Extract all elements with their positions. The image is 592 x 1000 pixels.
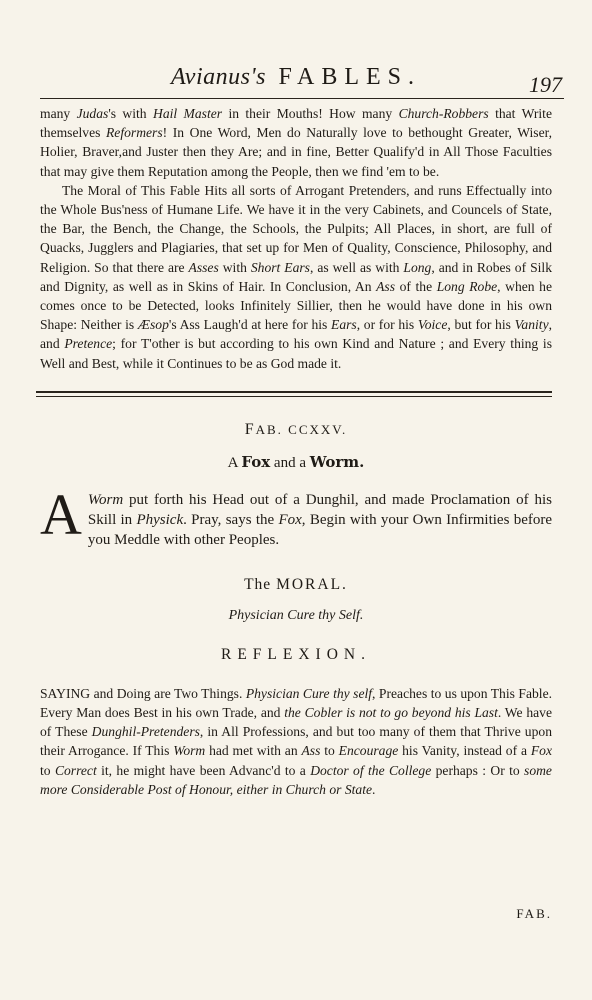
fable-text-body bbox=[88, 492, 552, 548]
fable-title-fox: Fox bbox=[241, 452, 271, 471]
italic-run: Fox bbox=[278, 511, 302, 528]
text-run: his Vanity, instead of a bbox=[398, 743, 531, 759]
text-run: , Preaches to us upon This Fable. Every Man does Best in his own Trade, and bbox=[40, 685, 553, 721]
fable-text bbox=[40, 481, 553, 550]
fable-title-a1: A bbox=[227, 454, 242, 471]
page-header bbox=[0, 64, 592, 104]
italic-run: Voice bbox=[417, 317, 448, 333]
text-run: it, he might have been Advanc'd to a bbox=[96, 762, 311, 778]
text-run: 's Ass Laugh'd at here for his bbox=[168, 317, 332, 333]
italic-run: Physick bbox=[136, 511, 184, 528]
italic-run: Judas bbox=[76, 106, 109, 121]
moral-heading-word: MORAL. bbox=[276, 575, 348, 593]
section-divider bbox=[36, 391, 552, 397]
running-head-title: FABLES. bbox=[278, 64, 422, 90]
text-run: , Begin with your Own Infirmities before you Meddle with other Peoples. bbox=[87, 511, 553, 548]
italic-run: Fox bbox=[530, 743, 552, 759]
text-run: , in All Professions, and but too many of them that Thrive upon their Arrogance. If This bbox=[40, 724, 552, 759]
moral-heading bbox=[40, 576, 552, 594]
fable-title-and: and a bbox=[270, 454, 310, 471]
text-run: . Pray, says the bbox=[183, 511, 279, 528]
text-run: The Moral of This Fable Hits all sorts of Arrogant Pretenders, and runs Effectually into the Whole Bus'ness of Humane Life. We have it in the very Cabinets, and Councels of State, the Bar, the Bench, the Change, the Schools, the Pulpits; All Places, in short, are full of Quacks, Jugglers and Plagiaries, that set up for Men of Quality, Conscience, Philosophy, and Religion. So that there are bbox=[40, 182, 552, 275]
prev-reflexion-paragraph-2 bbox=[40, 181, 552, 373]
italic-run: Church-Robbers bbox=[398, 106, 489, 121]
reflexion-text bbox=[40, 684, 552, 799]
text-run: many bbox=[40, 106, 77, 121]
italic-run: Worm bbox=[87, 491, 124, 508]
moral-text: Physician Cure thy Self. bbox=[228, 607, 364, 623]
italic-run: Long Robe bbox=[436, 278, 498, 294]
running-head-author: Avianus's bbox=[170, 64, 266, 90]
text-run: , and bbox=[40, 317, 553, 352]
italic-run: Vanity bbox=[514, 317, 549, 333]
italic-run: Ass bbox=[301, 743, 321, 759]
page-content bbox=[40, 104, 552, 799]
italic-run: Long bbox=[403, 259, 432, 275]
text-run: perhaps : Or to bbox=[431, 762, 525, 778]
text-run: of the bbox=[395, 278, 437, 294]
drop-cap: A bbox=[40, 481, 82, 547]
text-run: , as well as with bbox=[309, 259, 404, 275]
page-number: 197 bbox=[529, 72, 562, 97]
text-run: 's with bbox=[108, 106, 153, 121]
text-run: to bbox=[40, 762, 55, 778]
moral-heading-the: The bbox=[244, 575, 277, 593]
italic-run: Correct bbox=[54, 762, 97, 778]
italic-run: Æsop bbox=[137, 317, 169, 333]
catchword: FAB. bbox=[516, 906, 552, 921]
reflexion-heading: REFLEXION. bbox=[221, 645, 371, 663]
text-run: ; for T'other is but according to his own Kind and Nature ; and Every thing is Well and Best, while it Continues to be as God made it. bbox=[40, 336, 552, 371]
italic-run: Reformers bbox=[106, 125, 163, 141]
italic-run: Ass bbox=[376, 278, 396, 294]
fable-number-rest: AB. CCXXV. bbox=[255, 421, 348, 437]
italic-run: Worm bbox=[173, 743, 206, 759]
fable-title-worm: Worm. bbox=[309, 452, 365, 471]
italic-run: Short Ears bbox=[250, 259, 310, 275]
prev-reflexion-paragraph-1 bbox=[40, 104, 552, 181]
text-run: , and in Robes of Silk and Dignity, as well as in Skins of Hair. In Conclusion, An bbox=[40, 259, 552, 294]
text-run: put forth his Head out of a Dunghil, and made Proclamation of his Skill in bbox=[87, 491, 552, 528]
text-run: . bbox=[372, 781, 376, 797]
text-run: . We have of These bbox=[40, 705, 553, 740]
italic-run: Hail Master bbox=[153, 106, 223, 121]
text-run: to bbox=[320, 743, 339, 759]
italic-run: Physician Cure thy self bbox=[245, 685, 373, 701]
italic-run: Encourage bbox=[338, 743, 399, 759]
italic-run: Asses bbox=[188, 259, 219, 275]
fable-number-initial: F bbox=[244, 420, 256, 438]
italic-run: Pretence bbox=[64, 336, 113, 352]
italic-run: Ears bbox=[331, 317, 357, 333]
header-rule bbox=[40, 98, 564, 99]
text-run: had met with an bbox=[205, 743, 302, 759]
text-run: SAYING and Doing are Two Things. bbox=[40, 685, 246, 701]
text-run: ! In One Word, Men do Naturally love to bethought Greater, Wiser, Holier, Braver,and Juster then they Are; and in fine, Better Qualify'd in All Those Faculties that may give them Reputation among the People, then we find 'em to be. bbox=[40, 125, 552, 179]
text-run: with bbox=[218, 259, 251, 275]
italic-run: Doctor of the College bbox=[310, 762, 432, 778]
text-run: , or for his bbox=[356, 317, 418, 333]
running-head bbox=[0, 64, 592, 91]
fable-number bbox=[40, 421, 552, 439]
text-run: , but for his bbox=[447, 317, 515, 333]
fable-title bbox=[40, 453, 552, 472]
text-run: that Write themselves bbox=[40, 106, 552, 141]
italic-run: Dunghil-Pretenders bbox=[91, 724, 200, 740]
italic-run: the Cobler is not to go beyond his Last bbox=[284, 705, 498, 721]
text-run: , when he comes once to be Detected, looks Infinitely Sillier, then he would have done in his own Shape: Neither is bbox=[40, 278, 552, 333]
italic-run: some more Considerable Post of Honour, either in Church or State bbox=[40, 762, 552, 797]
text-run: in their Mouths! How many bbox=[222, 106, 399, 121]
